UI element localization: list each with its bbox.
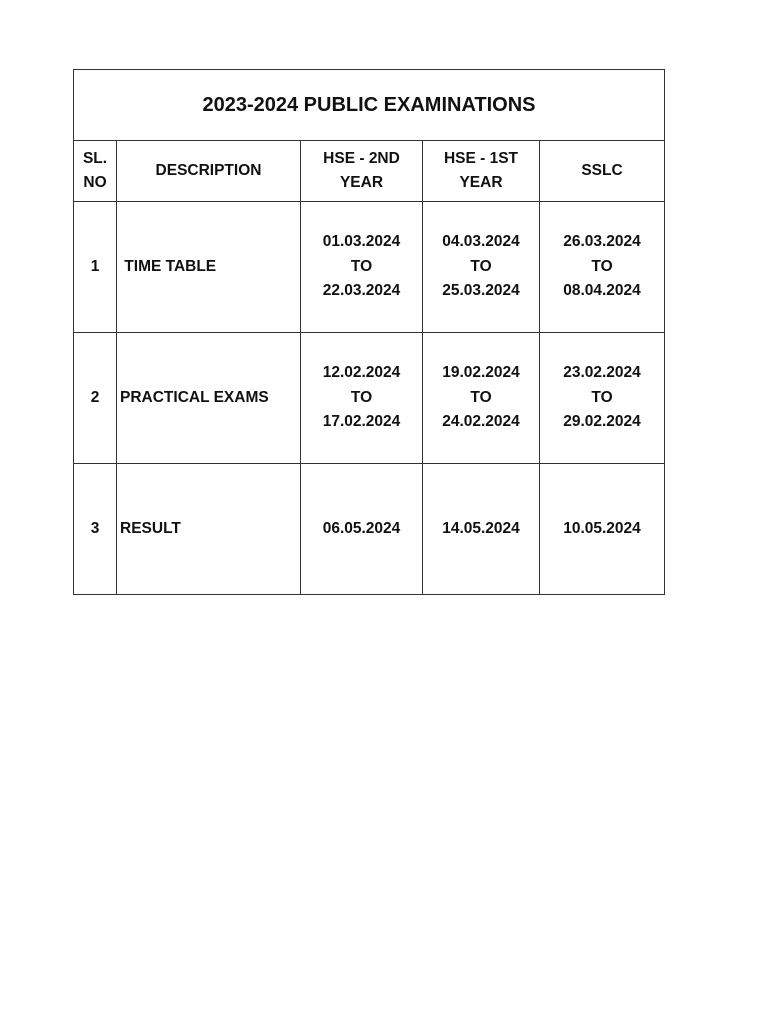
header-hse-2nd-line1: HSE - 2ND [323,149,400,167]
row-sl-no: 1 [74,202,117,333]
date-line: 25.03.2024 [442,282,520,300]
header-hse-1st-line1: HSE - 1ST [443,149,519,167]
date-line: 23.02.2024 [563,364,641,382]
header-row [74,141,665,202]
date-line: 04.03.2024 [442,233,520,251]
header-hse-1st-year [423,141,540,202]
date-line: 26.03.2024 [563,233,641,251]
header-sl-no-line1: SL. [82,149,108,167]
row-hse-1st-dates [423,202,540,333]
row-description: PRACTICAL EXAMS [117,333,301,464]
date-line: 08.04.2024 [563,282,641,300]
date-line: 10.05.2024 [563,519,641,537]
row-sslc-dates [540,464,665,595]
row-hse-2nd-dates [301,333,423,464]
row-hse-2nd-dates [301,464,423,595]
date-line: 17.02.2024 [322,413,401,431]
row-hse-1st-dates [423,464,540,595]
table-title: 2023-2024 PUBLIC EXAMINATIONS [74,70,665,141]
date-line: TO [350,388,373,406]
header-hse-2nd-year [301,141,423,202]
date-line: 19.02.2024 [442,364,520,382]
date-line: 24.02.2024 [442,413,520,431]
date-line: TO [591,388,613,406]
header-sslc: SSLC [540,141,665,202]
date-line: TO [591,257,613,275]
row-sl-no: 2 [74,333,117,464]
date-line: TO [470,257,492,275]
row-hse-1st-dates [423,333,540,464]
date-line: 06.05.2024 [322,519,401,537]
date-line: 22.03.2024 [322,282,401,300]
table-row [74,464,665,595]
date-line: 01.03.2024 [322,233,401,251]
header-hse-1st-line2: YEAR [459,174,503,191]
header-sl-no [74,141,117,202]
header-hse-2nd-line2: YEAR [339,174,384,191]
date-line: 12.02.2024 [322,364,401,382]
date-line: 14.05.2024 [442,519,520,537]
title-row [74,70,665,141]
exam-schedule-table [73,69,665,595]
header-sl-no-line2: NO [83,174,107,191]
row-description: RESULT [117,464,301,595]
row-sslc-dates [540,202,665,333]
row-hse-2nd-dates [301,202,423,333]
date-line: TO [470,388,492,406]
date-line: TO [350,257,373,275]
date-line: 29.02.2024 [563,413,641,431]
row-sslc-dates [540,333,665,464]
row-description: TIME TABLE [117,202,301,333]
table-row [74,333,665,464]
table-row [74,202,665,333]
header-description: DESCRIPTION [117,141,301,202]
row-sl-no: 3 [74,464,117,595]
